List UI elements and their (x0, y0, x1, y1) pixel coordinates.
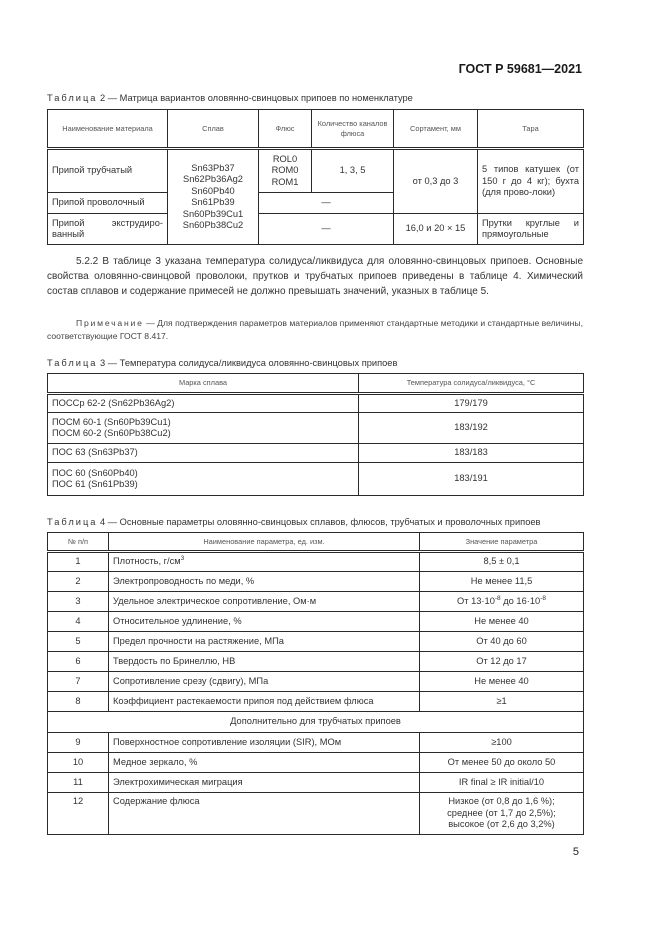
table2-caption (47, 93, 413, 103)
alloy-item: Sn60Pb40 (191, 185, 235, 196)
param-value: IR final ≥ IR initial/10 (420, 773, 584, 793)
flux-cell (259, 149, 312, 193)
table2-header-assortment: Сортамент, мм (394, 110, 478, 149)
tare-cell: 5 типов катушек (от 150 г до 4 кг); бухта (для прово-локи) (478, 149, 584, 214)
param-value: От менее 50 до около 50 (420, 753, 584, 773)
table-row (48, 444, 584, 463)
table4-header-name: Наименование параметра, ед. изм. (109, 533, 420, 552)
table-row (48, 672, 584, 692)
param-name: Медное зеркало, % (109, 753, 420, 773)
row-number: 2 (48, 572, 109, 592)
row-number: 6 (48, 652, 109, 672)
value-line: высокое (от 2,6 до 3,2%) (448, 819, 555, 829)
row-number: 8 (48, 692, 109, 712)
table2-header-alloy: Сплав (168, 110, 259, 149)
param-name: Предел прочности на растяжение, МПа (109, 632, 420, 652)
table-row (48, 214, 584, 245)
table-row (48, 463, 584, 496)
grade-line: ПОС 61 (Sn61Pb39) (52, 479, 138, 489)
temp-cell: 183/192 (359, 413, 584, 444)
table4-header-number: № п/п (48, 533, 109, 552)
table-row (48, 592, 584, 612)
note-text: — Для подтверждения параметров материалов применяют стандартные методики и стандартные величины, соответствующие ГОСТ 8.417. (47, 318, 583, 341)
param-value: ≥100 (420, 733, 584, 753)
table4-caption (47, 517, 540, 527)
table2-header-tare: Тара (478, 110, 584, 149)
material-cell: Припой трубчатый (48, 149, 168, 193)
row-number: 3 (48, 592, 109, 612)
table2-caption-word: Таблица (47, 93, 98, 103)
param-name: Электропроводность по меди, % (109, 572, 420, 592)
section-heading: Дополнительно для трубчатых припоев (48, 712, 584, 733)
table-row (48, 552, 584, 572)
param-name: Электрохимическая миграция (109, 773, 420, 793)
table3-caption (47, 358, 397, 368)
row-number: 9 (48, 733, 109, 753)
flux-dash-cell: — (259, 193, 394, 214)
table3-header-temp: Температура солидуса/ликвидуса, °С (359, 374, 584, 394)
table3 (47, 373, 584, 496)
grade-line: ПОССр 62-2 (Sn62Pb36Ag2) (52, 397, 175, 408)
table-row (48, 652, 584, 672)
grade-cell (48, 463, 359, 496)
table2 (47, 109, 584, 245)
flux-dash-cell: — (259, 214, 394, 245)
table-row (48, 413, 584, 444)
param-name: Сопротивление срезу (сдвигу), МПа (109, 672, 420, 692)
grade-line: ПОСМ 60-2 (Sn60Pb38Cu2) (52, 428, 171, 438)
value-line: Низкое (от 0,8 до 1,6 %); (448, 796, 555, 806)
param-name: Коэффициент растекаемости припоя под действием флюса (109, 692, 420, 712)
grade-line: ПОС 63 (Sn63Pb37) (52, 447, 138, 458)
table4-caption-text: 4 — Основные параметры оловянно-свинцовых сплавов, флюсов, трубчатых и проволочных припоев (100, 517, 541, 527)
value-part: От 13·10 (457, 595, 495, 606)
value-line: среднее (от 1,7 до 2,5%); (447, 807, 556, 818)
table-row (48, 572, 584, 592)
section-row (48, 712, 584, 733)
alloy-item: Sn61Pb39 (191, 197, 235, 207)
note-block (47, 317, 583, 342)
param-value: Не менее 40 (420, 612, 584, 632)
table-row (48, 149, 584, 193)
grade-cell (48, 413, 359, 444)
alloys-cell (168, 149, 259, 245)
alloy-item: Sn63Pb37 (191, 162, 235, 173)
table4-header-row (48, 533, 584, 552)
row-number: 1 (48, 552, 109, 572)
paragraph-5-2-2: 5.2.2 В таблице 3 указана температура солидуса/ликвидуса для оловянно-свинцовых припоев. Основные свойства оловянно-свинцовой проволоки, прутков и трубчатых припоев приведены в таблице 4. Химический состав сплавов и содержание примесей не должно превышать значений, указных в таблице 5. (47, 256, 583, 297)
table2-header-material: Наименование материала (48, 110, 168, 149)
table2-header-channels: Количество каналов флюса (312, 110, 394, 149)
param-name: Относительное удлинение, % (109, 612, 420, 632)
table3-caption-word: Таблица (47, 358, 98, 368)
document-code: ГОСТ Р 59681—2021 (458, 62, 582, 76)
param-value (420, 592, 584, 612)
body-paragraph (47, 255, 583, 299)
table4-caption-word: Таблица (47, 517, 98, 527)
grade-cell (48, 444, 359, 463)
param-value: Не менее 11,5 (420, 572, 584, 592)
channels-cell: 1, 3, 5 (312, 149, 394, 193)
grade-cell (48, 394, 359, 413)
tare-cell: Прутки круглые и прямоугольные (478, 214, 584, 245)
assortment-cell: 16,0 и 20 × 15 (394, 214, 478, 245)
superscript: -8 (540, 594, 546, 602)
flux-item: ROL0 (272, 153, 298, 164)
table3-caption-text: 3 — Температура солидуса/ликвидуса оловянно-свинцовых припоев (100, 358, 398, 368)
param-value: Не менее 40 (420, 672, 584, 692)
table3-header-grade: Марка сплава (48, 374, 359, 394)
table3-header-row (48, 374, 584, 394)
row-number: 7 (48, 672, 109, 692)
assortment-cell: от 0,3 до 3 (394, 149, 478, 214)
alloy-item: Sn60Pb38Cu2 (182, 220, 244, 230)
table-row (48, 632, 584, 652)
value-part: до 16·10 (500, 595, 541, 606)
param-name: Твердость по Бринеллю, НВ (109, 652, 420, 672)
table4 (47, 532, 584, 835)
param-name: Поверхностное сопротивление изоляции (SIR), МОм (109, 733, 420, 753)
flux-item: ROM0 (271, 165, 299, 176)
row-number: 4 (48, 612, 109, 632)
table-row (48, 793, 584, 835)
row-number: 5 (48, 632, 109, 652)
table2-header-flux: Флюс (259, 110, 312, 149)
temp-cell: 179/179 (359, 394, 584, 413)
param-value: 8,5 ± 0,1 (420, 552, 584, 572)
material-cell: Припой экструдиро-ванный (48, 214, 168, 245)
temp-cell: 183/191 (359, 463, 584, 496)
param-value: От 12 до 17 (420, 652, 584, 672)
temp-cell: 183/183 (359, 444, 584, 463)
material-cell: Припой проволочный (48, 193, 168, 214)
row-number: 12 (48, 793, 109, 835)
row-number: 11 (48, 773, 109, 793)
table-row (48, 692, 584, 712)
table-row (48, 753, 584, 773)
param-name (109, 552, 420, 572)
param-name-text: Плотность, г/см (113, 556, 181, 567)
param-name: Удельное электрическое сопротивление, Ом·м (109, 592, 420, 612)
param-name: Содержание флюса (109, 793, 420, 835)
row-number: 10 (48, 753, 109, 773)
table-row (48, 394, 584, 413)
table-row (48, 773, 584, 793)
grade-line: ПОСМ 60-1 (Sn60Pb39Cu1) (52, 416, 171, 427)
param-value: От 40 до 60 (420, 632, 584, 652)
grade-line: ПОС 60 (Sn60Pb40) (52, 467, 138, 478)
superscript: 3 (180, 555, 185, 563)
note-label: Примечание (76, 318, 144, 328)
table-row (48, 612, 584, 632)
superscript: -8 (494, 594, 501, 602)
flux-item: ROM1 (271, 176, 299, 187)
alloy-item: Sn60Pb39Cu1 (182, 208, 244, 219)
param-value (420, 793, 584, 835)
table-row (48, 733, 584, 753)
alloy-item: Sn62Pb36Ag2 (183, 174, 243, 184)
table2-caption-text: 2 — Матрица вариантов оловянно-свинцовых припоев по номенклатуре (100, 93, 413, 103)
table2-header-row (48, 110, 584, 149)
param-value: ≥1 (420, 692, 584, 712)
table4-header-value: Значение параметра (420, 533, 584, 552)
page-number: 5 (572, 846, 579, 858)
